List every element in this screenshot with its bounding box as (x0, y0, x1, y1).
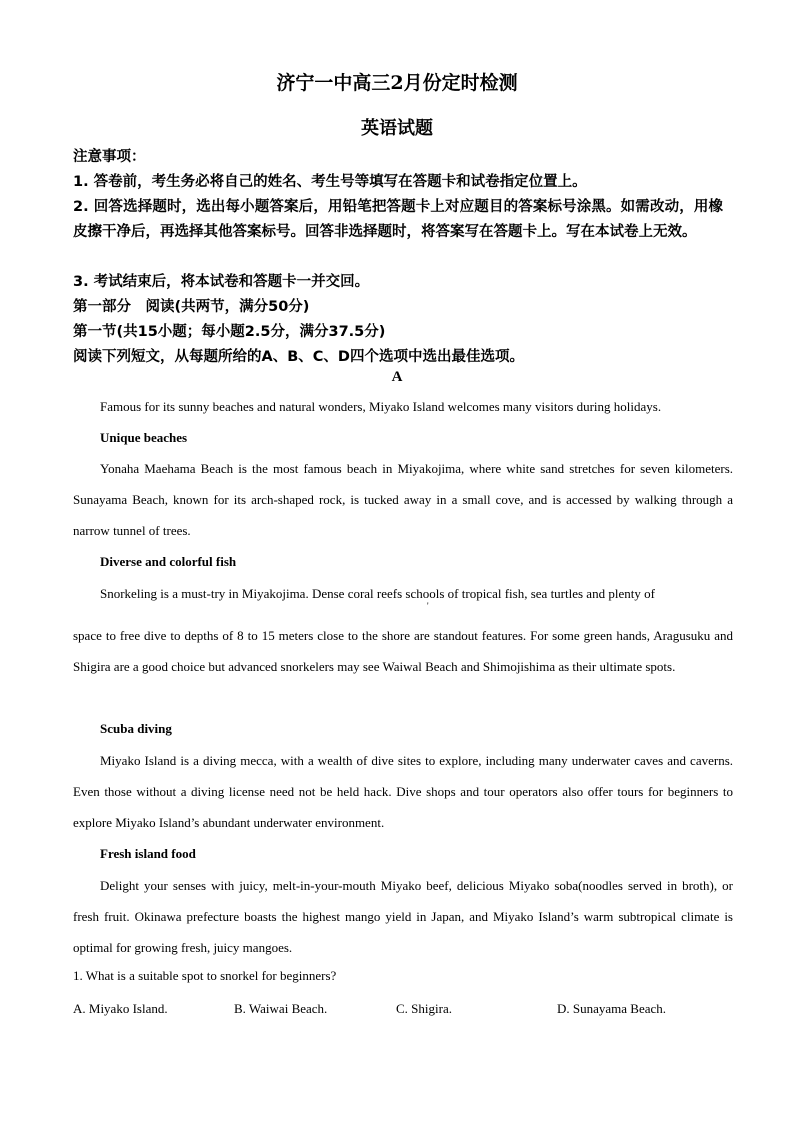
passage-label: A (391, 369, 403, 385)
paragraph-food: Delight your senses with juicy, melt-in-your-mouth Miyako beef, delicious Miyako soba(noodles served in broth), or fresh fruit. Okinawa prefecture boasts the highest mango yield in Japan, and Miyako Island’s warm subtropical climate is optimal for growing fresh, juicy mangoes. (73, 878, 733, 955)
question-1-option-c: C. Shigira. (396, 1001, 452, 1016)
question-1-option-d: D. Sunayama Beach. (557, 1001, 667, 1016)
exam-title: 济宁一中高三2月份定时检测 (276, 72, 518, 94)
paragraph-fish-rest: space to free dive to depths of 8 to 15 meters close to the shore are standout features. For some green hands, Aragusuku and Shigira are a good choice but advanced snorkelers may see Waiwal Beach and Shimojishima as their ultimate spots. (73, 628, 733, 674)
section1-title: 第一节(共15小题；每小题2.5分，满分37.5分) (73, 324, 386, 340)
paragraph-fish-line1: Snorkeling is a must-try in Miyakojima. Dense coral reefs schools of tropical fish, sea turtles and plenty of (100, 586, 655, 601)
notes-item-2: 2. 回答选择题时，选出每小题答案后，用铅笔把答题卡上对应题目的答案标号涂黑。如需改动，用橡皮擦干净后，再选择其他答案标号。回答非选择题时，将答案写在答题卡上。写在本试卷上无效。 (73, 199, 723, 240)
paragraph-beaches: Yonaha Maehama Beach is the most famous beach in Miyakojima, where white sand stretches for seven kilometers. Sunayama Beach, known for its arch-shaped rock, is tucked away in a small cove, and is accessed by walking through a narrow tunnel of trees. (73, 461, 733, 538)
exam-subtitle: 英语试题 (361, 118, 433, 139)
heading-unique-beaches: Unique beaches (100, 430, 188, 445)
stray-mark: ' (427, 601, 429, 611)
notes-item-3: 3. 考试结束后，将本试卷和答题卡一并交回。 (73, 274, 370, 290)
part1-title: 第一部分 阅读(共两节，满分50分) (73, 299, 310, 315)
paragraph-scuba: Miyako Island is a diving mecca, with a wealth of dive sites to explore, including many underwater caves and caverns. Even those without a diving license need not be held hack. Dive shops and tour operators also offer tours for beginners to explore Miyako Island’s abundant underwater environment. (73, 753, 733, 830)
notes-heading: 注意事项： (73, 149, 146, 165)
heading-fish: Diverse and colorful fish (100, 554, 237, 569)
notes-item-1: 1. 答卷前，考生务必将自己的姓名、考生号等填写在答题卡和试卷指定位置上。 (73, 174, 587, 190)
heading-food: Fresh island food (100, 846, 196, 861)
question-1-option-a: A. Miyako Island. (73, 1001, 168, 1016)
question-1-option-b: B. Waiwai Beach. (234, 1001, 328, 1016)
question-1-stem: 1. What is a suitable spot to snorkel for beginners? (73, 968, 337, 983)
passage-intro: Famous for its sunny beaches and natural wonders, Miyako Island welcomes many visitors during holidays. (100, 399, 662, 414)
reading-instruction: 阅读下列短文，从每题所给的A、B、C、D四个选项中选出最佳选项。 (73, 349, 524, 365)
heading-scuba: Scuba diving (100, 721, 172, 736)
